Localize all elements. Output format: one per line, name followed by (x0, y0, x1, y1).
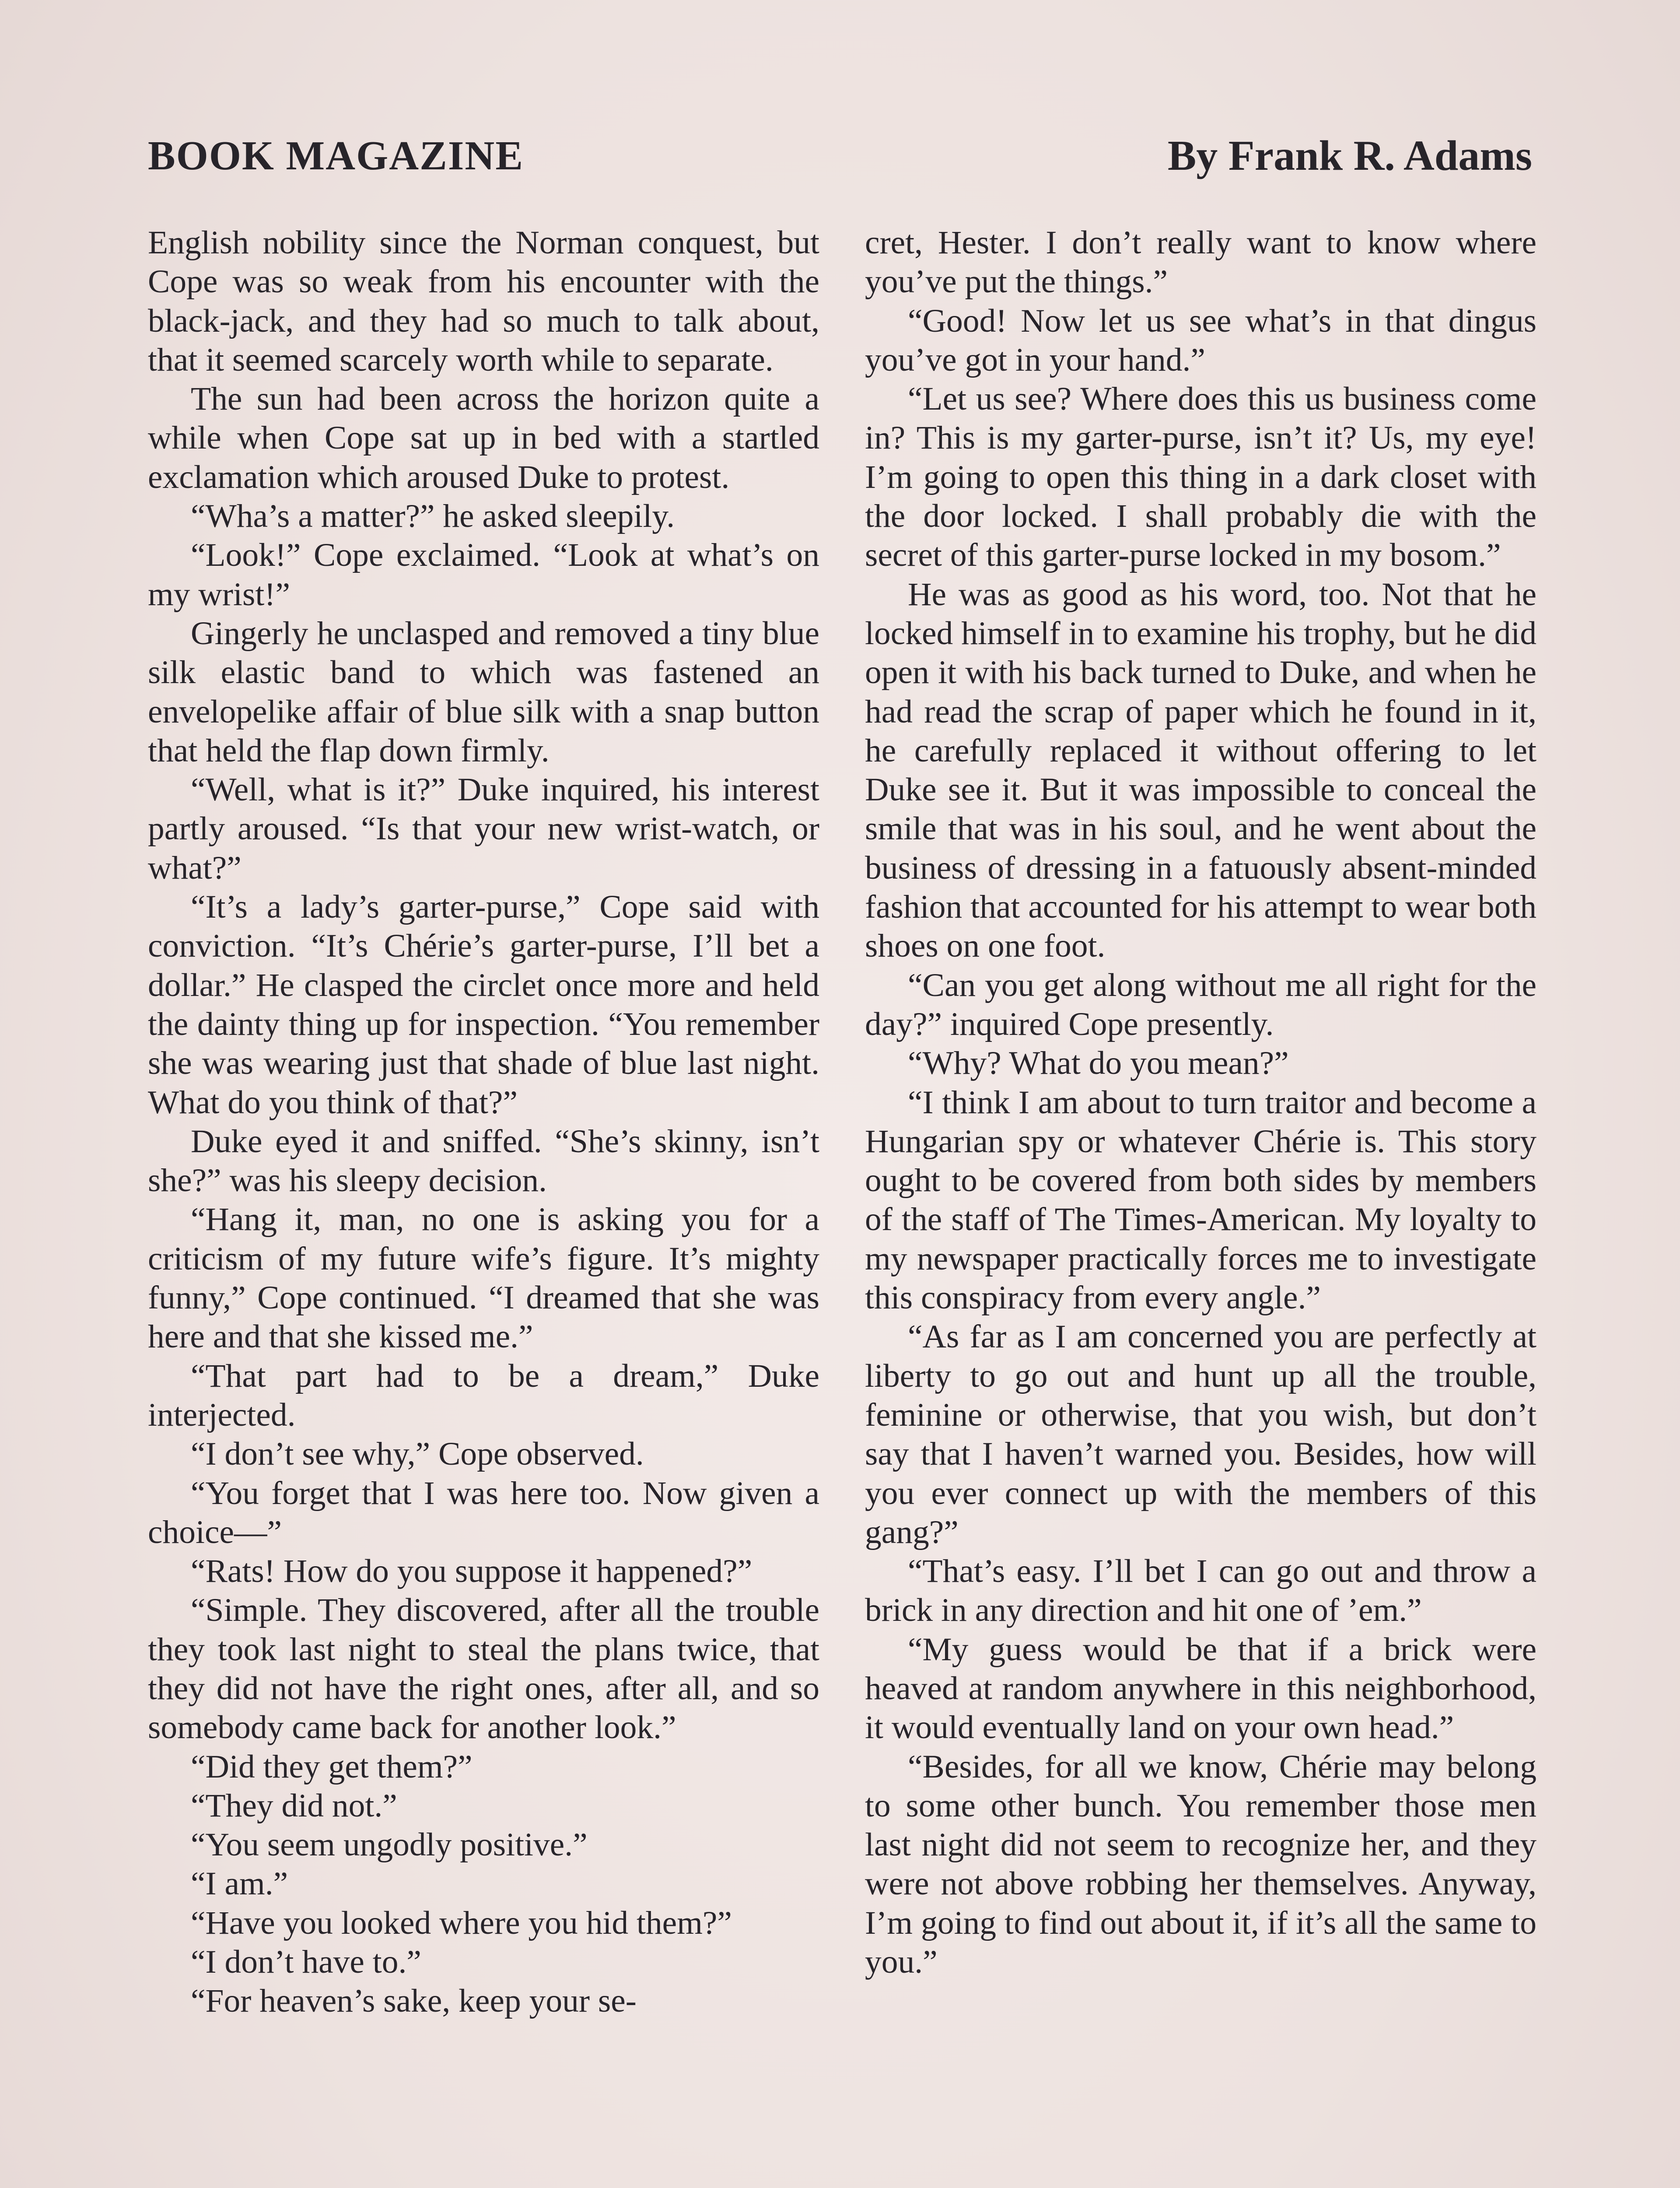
paragraph: English nobility since the Norman conquest, but Cope was so weak from his encounter with the black-jack, and they had so much to talk about, that it seemed scarcely worth while to separate. (148, 224, 819, 378)
paragraph: “For heaven’s sake, keep your se- (191, 1983, 637, 2020)
paragraph: “Why? What do you mean?” (908, 1045, 1289, 1082)
paragraph: “You seem ungodly positive.” (191, 1827, 588, 1863)
paragraph: The sun had been across the horizon quite a while when Cope sat up in bed with a startled exclamation which aroused Duke to protest. (148, 381, 819, 495)
paragraph: “Besides, for all we know, Chérie may belong to some other bunch. You remember those men last night did not seem to recognize her, and they were not above robbing her themselves. Anyway, I’m going to find out about it, if it’s all the same to you.” (865, 1748, 1536, 1981)
paragraph: “Simple. They discovered, after all the trouble they took last night to steal the plans twice, that they did not have the right ones, after all, and so somebody came back for another look.” (148, 1592, 819, 1746)
paragraph: Duke eyed it and sniffed. “She’s skinny, isn’t she?” was his sleepy decision. (148, 1123, 819, 1199)
paragraph: “I don’t have to.” (191, 1944, 421, 1981)
text-column-left (148, 223, 819, 2188)
paragraph: “Have you looked where you hid them?” (191, 1904, 732, 1941)
running-head-author: By Frank R. Adams (1167, 132, 1532, 179)
paragraph: “As far as I am concerned you are perfectly at liberty to go out and hunt up all the trouble, feminine or otherwise, that you wish, but don’t say that I haven’t warned you. Besides, how will you ever connect up with the members of this gang?” (865, 1318, 1536, 1550)
text-column-right (865, 223, 1536, 2188)
running-head-magazine: BOOK MAGAZINE (148, 133, 524, 179)
paragraph: “Look!” Cope exclaimed. “Look at what’s on my wrist!” (148, 537, 819, 613)
paragraph: “It’s a lady’s garter-purse,” Cope said with conviction. “It’s Chérie’s garter-purse, I’ll bet a dollar.” He clasped the circlet once more and held the dainty thing up for inspection. “You remember she was wearing just that shade of blue last night. What do you think of that?” (148, 889, 819, 1121)
paragraph: He was as good as his word, too. Not that he locked himself in to examine his trophy, but he did open it with his back turned to Duke, and when he had read the scrap of paper which he found in it, he carefully replaced it without offering to let Duke see it. But it was impossible to conceal the smile that was in his soul, and he went about the business of dressing in a fatuously absent-minded fashion that accounted for his attempt to wear both shoes on one foot. (865, 576, 1536, 964)
paragraph: “I am.” (191, 1865, 288, 1902)
paragraph: “Hang it, man, no one is asking you for a criticism of my future wife’s figure. It’s mighty funny,” Cope continued. “I dreamed that she was here and that she kissed me.” (148, 1201, 819, 1355)
paragraph: “Rats! How do you suppose it happened?” (191, 1553, 752, 1590)
paragraph: cret, Hester. I don’t really want to know where you’ve put the things.” (865, 224, 1536, 300)
paragraph: “Well, what is it?” Duke inquired, his interest partly aroused. “Is that your new wrist-watch, or what?” (148, 771, 819, 886)
paragraph: “I think I am about to turn traitor and become a Hungarian spy or whatever Chérie is. This story ought to be covered from both sides by members of the staff of The Times-American. My loyalty to my newspaper practically forces me to investigate this conspiracy from every angle.” (865, 1084, 1536, 1316)
paragraph: “That part had to be a dream,” Duke interjected. (148, 1357, 819, 1433)
paragraph: “That’s easy. I’ll bet I can go out and throw a brick in any direction and hit one of ’em.” (865, 1553, 1536, 1629)
paragraph: “Can you get along without me all right for the day?” inquired Cope presently. (865, 967, 1536, 1042)
paragraph: “You forget that I was here too. Now given a choice—” (148, 1475, 819, 1550)
paragraph: “I don’t see why,” Cope observed. (191, 1436, 644, 1473)
paragraph: Gingerly he unclasped and removed a tiny blue silk elastic band to which was fastened an envelopelike affair of blue silk with a snap button that held the flap down firmly. (148, 615, 819, 769)
paragraph: “Let us see? Where does this us business come in? This is my garter-purse, isn’t it? Us, my eye! I’m going to open this thing in a dark closet with the door locked. I shall probably die with the secret of this garter-purse locked in my bosom.” (865, 381, 1536, 574)
paragraph: “Did they get them?” (191, 1748, 472, 1785)
paragraph: “They did not.” (191, 1787, 397, 1824)
paragraph: “My guess would be that if a brick were heaved at random anywhere in this neighborhood, it would eventually land on your own head.” (865, 1631, 1536, 1746)
paragraph: “Wha’s a matter?” he asked sleepily. (191, 498, 675, 535)
paragraph: “Good! Now let us see what’s in that dingus you’ve got in your hand.” (865, 302, 1536, 378)
